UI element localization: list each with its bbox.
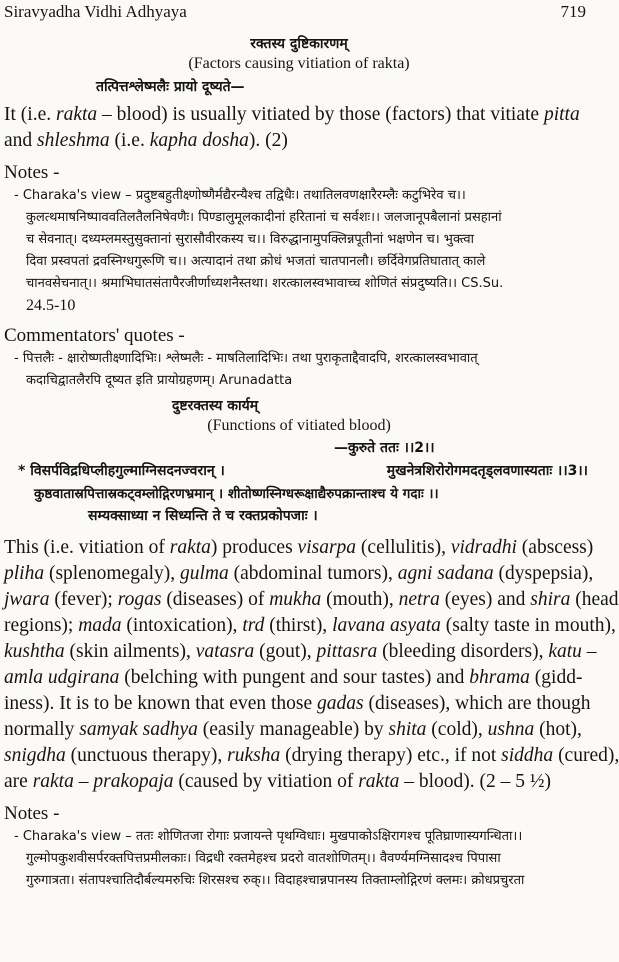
note-line: च सेवनात्। दध्यम्लमस्तुसुक्तानां सुरासौवीरकस्य च।। विरुद्धानामुपक्लिन्नपूतीनां भक्षणेन च। भुक्त्वा (26, 232, 474, 247)
notes-block (4, 826, 594, 892)
note-line: 24.5-10 (26, 297, 76, 314)
running-title: Siravyadha Vidhi Adhyaya (4, 2, 187, 21)
paragraph-line: snigdha (unctuous therapy), ruksha (drying therapy) etc., if not siddha (cured), (4, 745, 619, 766)
paragraph-line: jwara (fever); rogas (diseases) of mukha (mouth), netra (eyes) and shira (head (4, 589, 619, 610)
verse-line: तत्पित्तश्लेष्मलैः प्रायो दूष्यते— (96, 79, 245, 95)
note-line: - Charaka's view – ततः शोणितजा रोगाः प्रजायन्ते पृथग्विधाः। मुखपाकोऽक्षिरागश्च पूतिघ्राणास्यगन्धिता।। (14, 829, 523, 844)
paragraph-line: amla udgirana (belching with pungent and sour tastes) and bhrama (gidd- (4, 667, 583, 688)
translation-paragraph (4, 102, 594, 154)
commentators-block (4, 348, 594, 392)
section-title-sanskrit: दुष्टरक्तस्य कार्यम् (172, 398, 259, 414)
note-line: गुल्मोपकुशवीसर्परक्तपित्तप्रमीलकाः। विद्रधी रक्तमेहश्च प्रदरो वातशोणितम्।। वैवर्ण्यमग्निसादश्च पिपासा (26, 851, 501, 866)
note-line: कदाचिद्वातलैरपि दूष्यत इति प्रायोग्रहणम्। Arunadatta (26, 373, 293, 388)
page-number: 719 (560, 2, 586, 21)
paragraph-line: normally samyak sadhya (easily manageable) by shita (cold), ushna (hot), (4, 719, 582, 740)
note-line: कुलत्थमाषनिष्पाववतिलतैलनिषेवणैः। पिण्डालुमूलकादीनां हरितानां च सर्वशः।। जलजानूपबैलानां प्रसहानां (26, 210, 502, 225)
paragraph-line: iness). It is to be known that even those gadas (diseases), which are though (4, 693, 591, 714)
paragraph-line: and shleshma (i.e. kapha dosha). (2) (4, 130, 288, 151)
paragraph-line: pliha (splenomegaly), gulma (abdominal tumors), agni sadana (dyspepsia), (4, 563, 594, 584)
paragraph-line: It (i.e. rakta – blood) is usually vitiated by those (factors) that vitiate pitta (4, 104, 580, 125)
section-title-english: (Functions of vitiated blood) (207, 417, 391, 434)
section-title-english: (Factors causing vitiation of rakta) (188, 55, 410, 72)
note-line: गुरुगात्रता। संतापश्चातिदौर्बल्यमरुचिः शिरसश्च रुक्।। विदाहश्चान्नपानस्य तिक्ताम्लोद्गिरणं क्लमः। क्रोधप्रचुरता (26, 873, 525, 888)
paragraph-line: This (i.e. vitiation of rakta) produces visarpa (cellulitis), vidradhi (abscess) (4, 537, 594, 558)
verse-line: —कुरुते ततः ।।2।। (334, 440, 435, 456)
translation-paragraph (4, 535, 619, 795)
paragraph-line: regions); mada (intoxication), trd (thirst), lavana asyata (salty taste in mouth), (4, 615, 616, 636)
verse-line: कुष्ठवातास्रपित्तास्रकट्वम्लोद्गिरणभ्रमान् । शीतोष्णस्निग्धरूक्षाद्यैरुपक्रान्ताश्च ये गदाः ।। (34, 486, 439, 502)
notes-block (4, 185, 594, 317)
verse-line: * विसर्पविद्रधिप्लीहगुल्माग्निसदनज्वरान् । मुखनेत्रशिरोरोगमदतृड्लवणास्यताः ।।3।। (18, 463, 588, 479)
running-header (4, 0, 594, 28)
note-line: - पित्तलैः - क्षारोष्णतीक्ष्णादिभिः। श्लेष्मलैः - माषतिलादिभिः। तथा पुराकृताद्दैवादपि, शरत्कालस्वभावात् (14, 351, 478, 366)
note-line: - Charaka's view – प्रदुष्टबहुतीक्ष्णोष्णैर्मद्यैरन्यैश्च तद्विधैः। तथातिलवणक्षारैरम्लैः कटुभिरेव च।। (14, 188, 466, 203)
commentators-heading: Commentators' quotes - (4, 325, 185, 346)
note-line: दिवा प्रस्वपतां द्रवस्निग्धगुरूणि च।। अत्यादानं तथा क्रोधं भजतां चातपानलौ। छर्दिवेगप्रतिघातात् काले (26, 254, 486, 269)
note-line: चानवसेचनात्।। श्रमाभिघातसंतापैरजीर्णाध्यशनैस्तथा। शरत्कालस्वभावाच्च शोणितं संप्रदुष्यति।। CS.Su. (26, 276, 504, 291)
paragraph-line: kushtha (skin ailments), vatasra (gout), pittasra (bleeding disorders), katu – (4, 641, 597, 662)
notes-heading: Notes - (4, 162, 60, 183)
notes-heading: Notes - (4, 803, 60, 824)
section-title-sanskrit: रक्तस्य दुष्टिकारणम् (250, 36, 348, 52)
verse-line: सम्यक्साध्या न सिध्यन्ति ते च रक्तप्रकोपजाः । (88, 508, 318, 524)
paragraph-line: are rakta – prakopaja (caused by vitiation of rakta – blood). (2 – 5 ½) (4, 771, 552, 792)
